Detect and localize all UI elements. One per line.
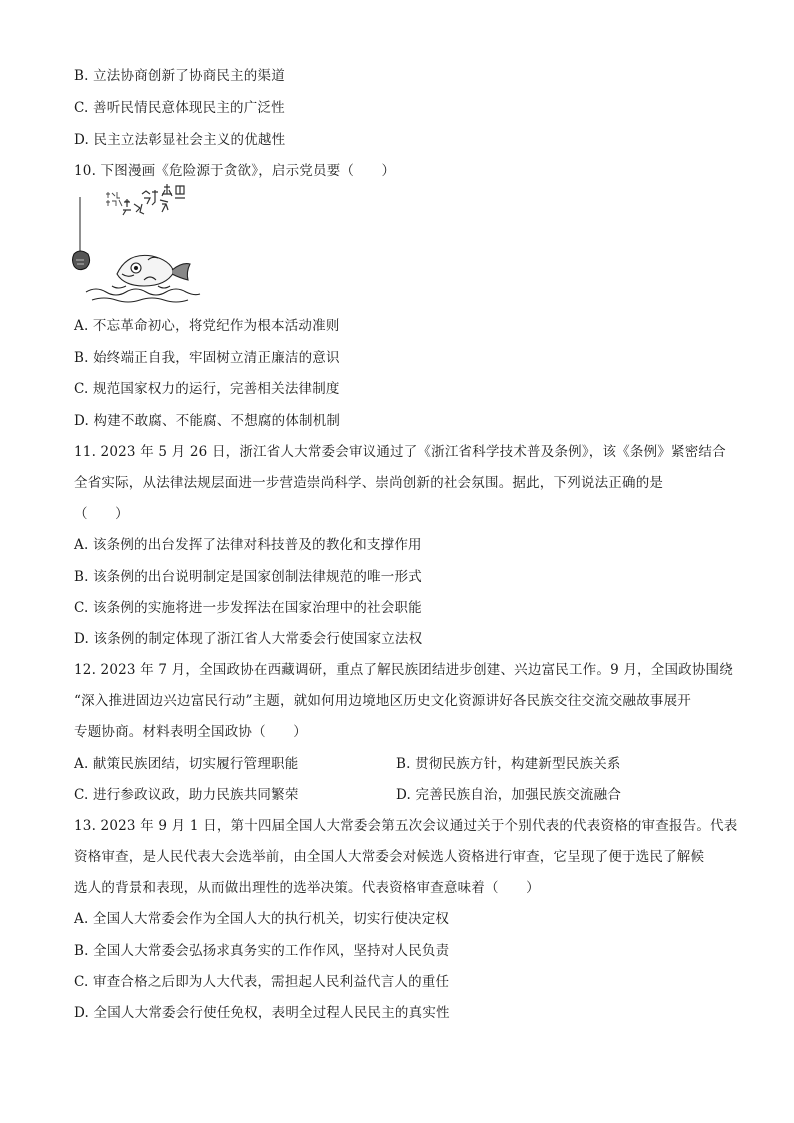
q11-option-d: D. 该条例的制定体现了浙江省人大常委会行使国家立法权	[74, 631, 423, 647]
q12-option-b: B. 贯彻民族方针，构建新型民族关系	[396, 756, 621, 772]
q12-stem-line1: 12. 2023 年 7 月，全国政协在西藏调研，重点了解民族团结进步创建、兴边富民工作。9 月，全国政协围绕	[74, 662, 733, 678]
q11-option-a: A. 该条例的出台发挥了法律对科技普及的教化和支撑作用	[74, 537, 422, 553]
q10-option-d: D. 构建不敢腐、不能腐、不想腐的体制机制	[74, 413, 341, 429]
q13-stem-line3: 选人的背景和表现，从而做出理性的选举决策。代表资格审查意味着（ ）	[74, 880, 540, 896]
q9-option-c: C. 善听民情民意体现民主的广泛性	[74, 100, 285, 116]
q9-option-d: D. 民主立法彰显社会主义的优越性	[74, 132, 286, 148]
q13-option-c: C. 审查合格之后即为人大代表，需担起人民利益代言人的重任	[74, 974, 450, 990]
q12-stem-line3: 专题协商。材料表明全国政协（ ）	[74, 724, 307, 740]
q11-stem-line3: （ ）	[74, 506, 129, 522]
cartoon-small-signature	[106, 192, 129, 206]
cartoon-image	[72, 182, 202, 307]
water-waves	[86, 286, 200, 302]
q10-option-c: C. 规范国家权力的运行，完善相关法律制度	[74, 381, 340, 397]
q11-option-b: B. 该条例的出台说明制定是国家创制法律规范的唯一形式	[74, 569, 422, 585]
q11-stem-line2: 全省实际，从法律法规层面进一步营造崇尚科学、崇尚创新的社会氛围。据此，下列说法正确的是	[74, 475, 664, 491]
bait-money-bag	[73, 251, 90, 270]
q13-option-a: A. 全国人大常委会作为全国人大的执行机关，切实行使决定权	[74, 911, 450, 927]
q13-stem-line2: 资格审查，是人民代表大会选举前，由全国人大常委会对候选人资格进行审查，它呈现了便于选民了解候	[74, 849, 705, 865]
q13-stem-line1: 13. 2023 年 9 月 1 日，第十四届全国人大常委会第五次会议通过关于个别代表的代表资格的审查报告。代表	[74, 818, 738, 834]
q10-option-b: B. 始终端正自我，牢固树立清正廉洁的意识	[74, 350, 340, 366]
q9-option-b: B. 立法协商创新了协商民主的渠道	[74, 68, 285, 84]
q12-option-d: D. 完善民族自治，加强民族交流融合	[396, 787, 622, 803]
q11-option-c: C. 该条例的实施将进一步发挥法在国家治理中的社会职能	[74, 600, 422, 616]
q10-option-a: A. 不忘革命初心，将党纪作为根本活动准则	[74, 318, 340, 334]
q12-option-c: C. 进行参政议政，助力民族共同繁荣	[74, 787, 299, 803]
q13-option-b: B. 全国人大常委会弘扬求真务实的工作作风，坚持对人民负责	[74, 943, 450, 959]
q11-stem-line1: 11. 2023 年 5 月 26 日，浙江省人大常委会审议通过了《浙江省科学技术普及条例》，该《条例》紧密结合	[74, 444, 726, 460]
q13-option-d: D. 全国人大常委会行使任免权，表明全过程人民民主的真实性	[74, 1005, 450, 1021]
fish-figure	[117, 255, 190, 286]
q12-stem-line2: “深入推进固边兴边富民行动”主题，就如何用边境地区历史文化资源讲好各民族交往交流交融故事展开	[74, 693, 692, 709]
q12-option-a: A. 献策民族团结，切实履行管理职能	[74, 756, 299, 772]
cartoon-caption-calligraphy	[123, 184, 185, 215]
q10-stem: 10. 下图漫画《危险源于贪欲》，启示党员要（ ）	[74, 163, 396, 179]
